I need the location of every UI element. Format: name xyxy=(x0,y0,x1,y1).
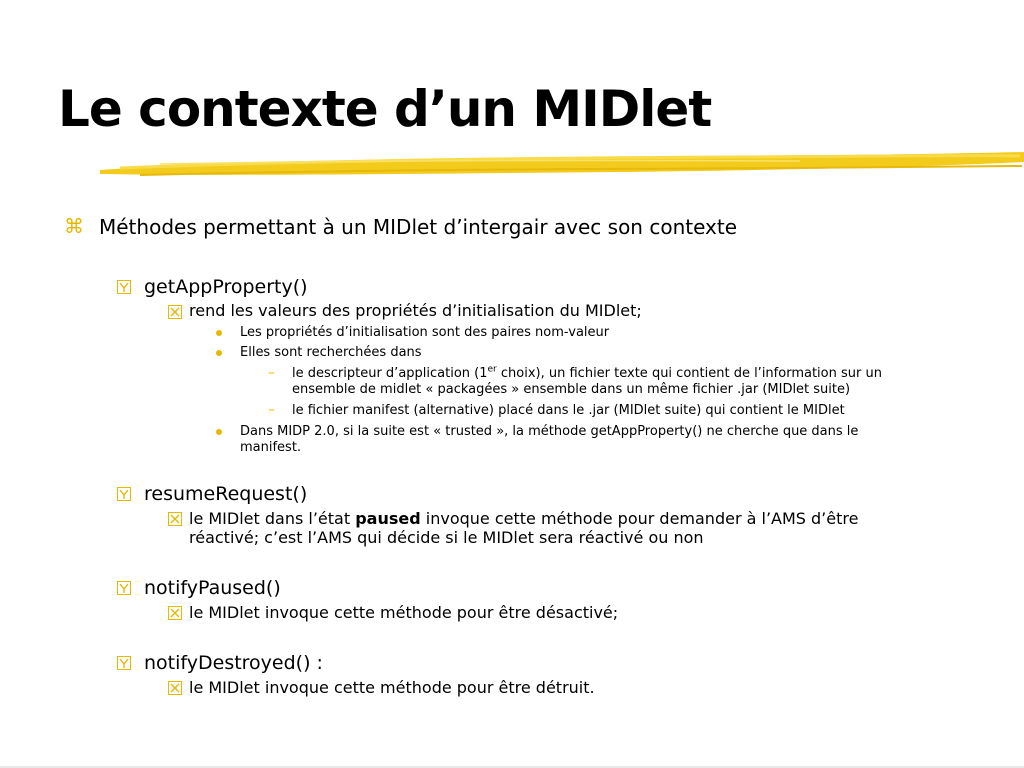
dash-bullet-icon: – xyxy=(268,365,275,381)
checkbox-y-icon xyxy=(117,487,131,501)
list-item-manifest: le fichier manifest (alternative) placé dans le .jar (MIDlet suite) qui contient le MIDlet xyxy=(292,403,845,418)
level1-text: Méthodes permettant à un MIDlet d’intergair avec son contexte xyxy=(99,215,738,239)
list-item: Elles sont recherchées dans xyxy=(240,345,422,360)
checkbox-y-icon xyxy=(117,280,131,294)
checkbox-x-icon xyxy=(168,512,182,526)
checkbox-x-icon xyxy=(168,606,182,620)
list-item-midp-line2: manifest. xyxy=(240,440,302,455)
list-item-descriptor-line2: ensemble de midlet « packagées » ensemble dans un même fichier .jar (MIDlet suite) xyxy=(292,382,851,397)
checkbox-x-icon xyxy=(168,305,182,319)
notifypaused-item: le MIDlet invoque cette méthode pour être désactivé; xyxy=(189,603,619,622)
list-item: Les propriétés d’initialisation sont des paires nom-valeur xyxy=(240,325,610,340)
section-heading-notifypaused: notifyPaused() xyxy=(144,577,281,599)
dash-bullet-icon: – xyxy=(268,402,275,418)
notifydestroyed-item: le MIDlet invoque cette méthode pour être détruit. xyxy=(189,678,595,697)
bullet-dot-icon xyxy=(216,350,222,356)
resumerequest-item-line2: réactivé; c’est l’AMS qui décide si le MIDlet sera réactivé ou non xyxy=(189,528,704,547)
section-heading-resumerequest: resumeRequest() xyxy=(144,483,308,505)
command-key-icon: ⌘ xyxy=(64,214,84,238)
resumerequest-item: le MIDlet dans l’état paused invoque cette méthode pour demander à l’AMS d’être xyxy=(189,509,859,528)
getappproperty-item: rend les valeurs des propriétés d’initialisation du MIDlet; xyxy=(189,301,642,320)
title-underline-swash xyxy=(100,148,1024,182)
list-item-descriptor: le descripteur d’application (1er choix), un fichier texte qui contient de l’information sur un xyxy=(292,364,882,381)
bullet-dot-icon xyxy=(216,429,222,435)
page-title: Le contexte d’un MIDlet xyxy=(58,80,712,138)
bullet-dot-icon xyxy=(216,330,222,336)
checkbox-x-icon xyxy=(168,681,182,695)
section-heading-notifydestroyed: notifyDestroyed() : xyxy=(144,652,323,674)
checkbox-y-icon xyxy=(117,581,131,595)
list-item-midp: Dans MIDP 2.0, si la suite est « trusted », la méthode getAppProperty() ne cherche que dans le xyxy=(240,424,859,439)
checkbox-y-icon xyxy=(117,656,131,670)
section-heading-getappproperty: getAppProperty() xyxy=(144,276,308,298)
